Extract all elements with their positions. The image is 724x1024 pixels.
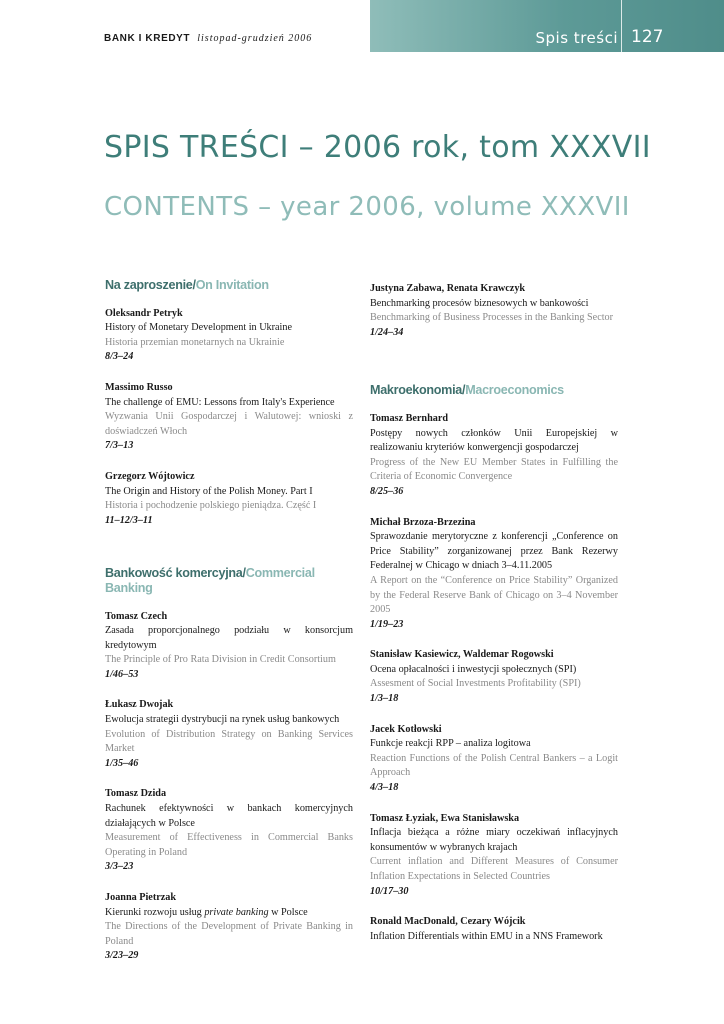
entry-author: Tomasz Dzida (105, 788, 167, 800)
entry-title-translation: The Directions of the Development of Private Banking in Poland (105, 921, 353, 947)
page-title: SPIS TREŚCI – 2006 rok, tom XXXVII (104, 130, 651, 165)
entry-title-translation: Assesment of Social Investments Profitability (SPI) (370, 678, 581, 690)
entry-title: The challenge of EMU: Lessons from Italy's Experience (105, 396, 335, 408)
section-heading-commercial-banking: Bankowość komercyjna/Commercial Banking (105, 566, 315, 595)
entry-author: Łukasz Dwojak (105, 699, 174, 711)
toc-entry (370, 723, 618, 796)
toc-entry (370, 915, 618, 944)
entry-author: Massimo Russo (105, 381, 173, 393)
entry-title: Inflation Differentials within EMU in a NNS Framework (370, 930, 603, 942)
toc-entry (370, 648, 618, 706)
entry-reference: 3/3–23 (105, 861, 134, 873)
entry-title: Funkcje reakcji RPP – analiza logitowa (370, 738, 531, 750)
toc-entry (105, 698, 353, 771)
entry-title-translation: Wyzwania Unii Gospodarczej i Walutowej: wnioski z doświadczeń Włoch (105, 411, 353, 437)
toc-entry (105, 891, 353, 964)
toc-entry (105, 381, 353, 454)
entry-title-translation: Historia przemian monetarnych na Ukrainie (105, 336, 285, 348)
journal-name: BANK I KREDYT (104, 33, 191, 44)
entry-author: Oleksandr Petryk (105, 307, 183, 319)
toc-entry (370, 282, 618, 340)
toc-entry (105, 610, 353, 683)
entry-title: Sprawozdanie merytoryczne z konferencji „Conference on Price Stability” zorganizowanej przez Bank Rezerwy Federalnej w Chicago w dniach 3–4.11.2005 (370, 531, 618, 572)
entry-author: Tomasz Bernhard (370, 412, 449, 424)
toc-entry (370, 412, 618, 500)
entry-title-translation: Current inflation and Different Measures of Consumer Inflation Expectations in Selected Countries (370, 856, 618, 882)
entry-author: Jacek Kotłowski (370, 723, 442, 735)
toc-entry (370, 812, 618, 900)
entry-title: Ocena opłacalności i inwestycji społecznych (SPI) (370, 663, 577, 675)
entry-reference: 8/3–24 (105, 351, 134, 363)
header-divider (621, 0, 622, 52)
entry-title-translation: Progress of the New EU Member States in Fulfilling the Criteria of Economic Convergence (370, 456, 618, 483)
issue-date: listopad-grudzień 2006 (197, 33, 313, 44)
toc-entry (105, 470, 353, 528)
section-heading-macroeconomics: Makroekonomia/Macroeconomics (370, 383, 564, 398)
entry-reference: 8/25–36 (370, 485, 404, 497)
toc-entry (105, 787, 353, 875)
toc-entry (105, 307, 353, 365)
entry-title: History of Monetary Development in Ukraine (105, 322, 293, 334)
entry-title-translation: Historia i pochodzenie polskiego pieniądza. Część I (105, 500, 317, 512)
entry-title: Zasada proporcjonalnego podziału w konsorcjum kredytowym (105, 625, 353, 651)
page-subtitle: CONTENTS – year 2006, volume XXXVII (104, 192, 630, 222)
entry-author: Tomasz Łyziak, Ewa Stanisławska (370, 812, 520, 824)
toc-entry (370, 516, 618, 633)
entry-title: Benchmarking procesów biznesowych w bankowości (370, 297, 589, 309)
section-name: Spis treści (535, 29, 618, 47)
entry-reference: 1/24–34 (370, 326, 404, 338)
entry-title: The Origin and History of the Polish Money. Part I (105, 485, 313, 497)
entry-title: Postępy nowych członków Unii Europejskiej w realizowaniu kryteriów konwergencji gospodarczej (370, 427, 618, 454)
entry-title-translation: Measurement of Effectiveness in Commercial Banks Operating in Poland (105, 832, 353, 858)
entry-title: Ewolucja strategii dystrybucji na rynek usług bankowych (105, 714, 340, 726)
entry-author: Joanna Pietrzak (105, 892, 177, 903)
entry-reference: 1/19–23 (370, 618, 404, 630)
entry-title-translation: The Principle of Pro Rata Division in Credit Consortium (105, 654, 336, 666)
running-header (104, 33, 312, 44)
entry-author: Ronald MacDonald, Cezary Wójcik (370, 916, 526, 928)
entry-reference: 3/23–29 (105, 950, 139, 962)
entry-title-translation: Benchmarking of Business Processes in the Banking Sector (370, 312, 614, 324)
entry-title-translation: Reaction Functions of the Polish Central Bankers – a Logit Approach (370, 752, 618, 779)
entry-title-translation: A Report on the “Conference on Price Stability” Organized by the Federal Reserve Bank of Chicago on 3–4 November 2005 (370, 574, 618, 616)
entry-title: Rachunek efektywności w bankach komercyjnych działających w Polsce (105, 803, 353, 829)
entry-reference: 1/3–18 (370, 693, 399, 705)
section-heading-invitation: Na zaproszenie/On Invitation (105, 278, 269, 292)
entry-title: Kierunki rozwoju usług private banking w Polsce (105, 906, 308, 918)
left-column (105, 278, 353, 980)
entry-title-italic: private banking (204, 906, 269, 918)
entry-author: Stanisław Kasiewicz, Waldemar Rogowski (370, 649, 554, 661)
entry-author: Tomasz Czech (105, 610, 168, 622)
right-column (370, 282, 618, 960)
entry-reference: 11–12/3–11 (105, 514, 153, 526)
header-band (370, 0, 724, 52)
entry-reference: 1/35–46 (105, 757, 139, 769)
entry-title-translation: Evolution of Distribution Strategy on Banking Services Market (105, 728, 353, 755)
page-number: 127 (631, 27, 664, 47)
entry-reference: 10/17–30 (370, 885, 409, 897)
entry-author: Justyna Zabawa, Renata Krawczyk (370, 283, 526, 294)
entry-reference: 7/3–13 (105, 440, 134, 452)
entry-reference: 1/46–53 (105, 668, 139, 680)
entry-author: Michał Brzoza-Brzezina (370, 516, 476, 528)
entry-title: Inflacja bieżąca a różne miary oczekiwań inflacyjnych konsumentów w wybranych krajach (370, 827, 618, 853)
entry-reference: 4/3–18 (370, 782, 399, 794)
entry-author: Grzegorz Wójtowicz (105, 470, 195, 482)
